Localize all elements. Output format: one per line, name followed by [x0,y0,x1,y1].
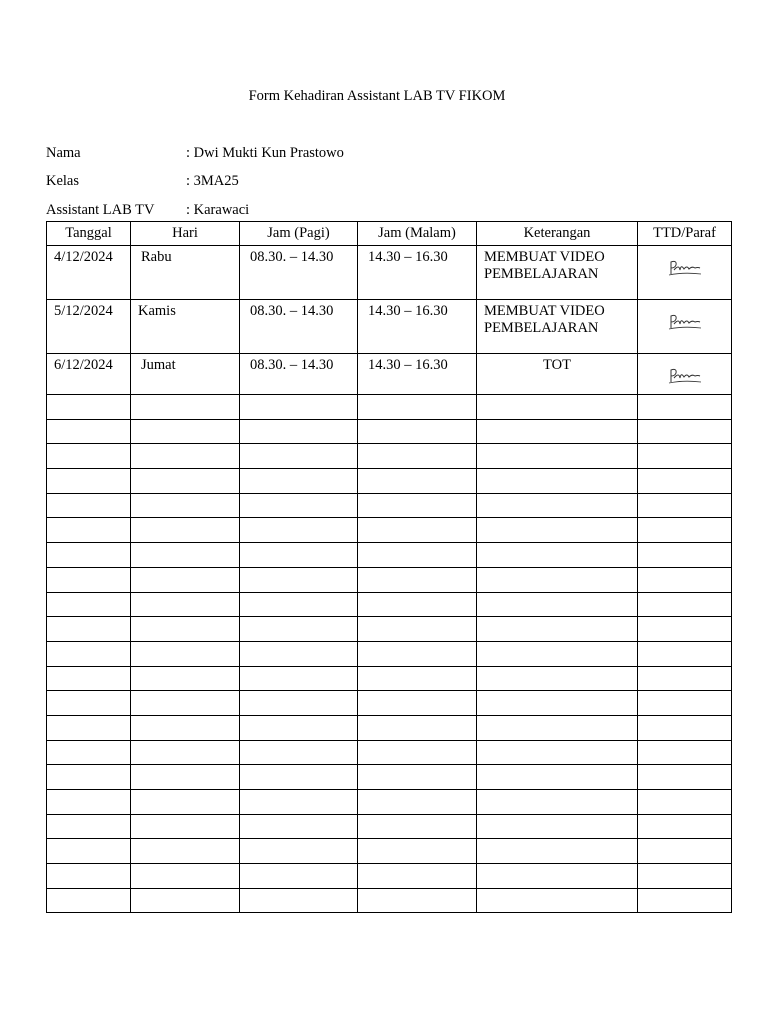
cell-tanggal [47,814,131,839]
cell-hari: Kamis [131,300,240,354]
kelas-label: Kelas [46,173,80,189]
cell-keterangan [477,864,638,889]
cell-jam-pagi [240,814,358,839]
cell-jam-pagi [240,518,358,543]
cell-tanggal [47,864,131,889]
cell-jam-pagi [240,543,358,568]
table-row-empty [47,715,732,740]
cell-hari [131,567,240,592]
assistant-label: Assistant LAB TV [46,202,155,218]
cell-jam-malam [358,641,477,666]
table-row-empty [47,617,732,642]
cell-jam-pagi [240,888,358,913]
cell-tanggal: 6/12/2024 [47,354,131,395]
cell-jam-pagi: 08.30. – 14.30 [240,300,358,354]
cell-ttd [638,666,732,691]
cell-keterangan [477,518,638,543]
table-row-empty [47,691,732,716]
cell-hari [131,469,240,494]
header-tanggal: Tanggal [47,222,131,246]
cell-tanggal [47,469,131,494]
cell-jam-malam [358,691,477,716]
cell-ttd [638,543,732,568]
cell-keterangan [477,790,638,815]
cell-jam-pagi [240,592,358,617]
table-row-empty [47,839,732,864]
cell-ttd [638,567,732,592]
cell-hari [131,814,240,839]
cell-hari [131,617,240,642]
cell-jam-pagi [240,765,358,790]
cell-tanggal [47,888,131,913]
attendance-table [46,221,732,913]
cell-ttd [638,469,732,494]
cell-jam-malam [358,617,477,642]
signature-icon [665,256,705,280]
cell-ttd [638,493,732,518]
cell-ttd [638,354,732,395]
cell-jam-malam: 14.30 – 16.30 [358,354,477,395]
cell-keterangan [477,715,638,740]
cell-tanggal [47,518,131,543]
cell-jam-malam [358,814,477,839]
header-ttd-paraf: TTD/Paraf [638,222,732,246]
cell-jam-pagi: 08.30. – 14.30 [240,354,358,395]
cell-jam-malam [358,518,477,543]
cell-hari [131,395,240,420]
cell-tanggal: 5/12/2024 [47,300,131,354]
signature-icon [665,364,705,388]
cell-ttd [638,740,732,765]
cell-jam-malam [358,839,477,864]
cell-hari [131,888,240,913]
cell-keterangan [477,666,638,691]
cell-jam-pagi [240,790,358,815]
table-row-empty [47,888,732,913]
cell-jam-pagi: 08.30. – 14.30 [240,246,358,300]
cell-ttd [638,715,732,740]
cell-tanggal [47,395,131,420]
cell-keterangan [477,839,638,864]
cell-jam-malam [358,790,477,815]
nama-value: : Dwi Mukti Kun Prastowo [186,145,344,161]
cell-tanggal [47,839,131,864]
cell-keterangan [477,691,638,716]
table-row-empty [47,666,732,691]
cell-hari [131,715,240,740]
table-row-empty [47,790,732,815]
nama-label: Nama [46,145,81,161]
cell-jam-malam [358,419,477,444]
cell-ttd [638,814,732,839]
cell-jam-pagi [240,395,358,420]
cell-jam-malam [358,395,477,420]
cell-jam-pagi [240,493,358,518]
cell-tanggal [47,419,131,444]
cell-hari: Jumat [131,354,240,395]
cell-hari [131,765,240,790]
table-row [47,354,732,395]
form-title: Form Kehadiran Assistant LAB TV FIKOM [248,88,506,104]
cell-keterangan [477,419,638,444]
cell-jam-pagi [240,444,358,469]
cell-hari [131,839,240,864]
cell-ttd [638,888,732,913]
cell-ttd [638,691,732,716]
cell-jam-pagi [240,641,358,666]
table-row-empty [47,543,732,568]
cell-jam-pagi [240,419,358,444]
cell-jam-malam [358,888,477,913]
cell-tanggal [47,740,131,765]
cell-ttd [638,641,732,666]
header-jam-pagi: Jam (Pagi) [240,222,358,246]
cell-tanggal [47,641,131,666]
signature-icon [665,310,705,334]
cell-hari [131,493,240,518]
header-hari: Hari [131,222,240,246]
cell-tanggal: 4/12/2024 [47,246,131,300]
cell-keterangan [477,617,638,642]
cell-jam-pagi [240,715,358,740]
cell-ttd [638,395,732,420]
cell-hari: Rabu [131,246,240,300]
cell-jam-malam [358,444,477,469]
cell-jam-malam [358,864,477,889]
table-row-empty [47,592,732,617]
cell-keterangan: MEMBUAT VIDEO PEMBELAJARAN [477,300,638,354]
cell-ttd [638,592,732,617]
cell-ttd [638,839,732,864]
cell-jam-malam [358,666,477,691]
cell-jam-pagi [240,740,358,765]
cell-jam-pagi [240,617,358,642]
cell-ttd [638,518,732,543]
table-row-empty [47,864,732,889]
cell-hari [131,864,240,889]
cell-ttd [638,419,732,444]
cell-ttd [638,790,732,815]
cell-jam-pagi [240,666,358,691]
cell-jam-malam [358,765,477,790]
cell-jam-malam [358,740,477,765]
header-keterangan: Keterangan [477,222,638,246]
table-row-empty [47,814,732,839]
cell-ttd [638,617,732,642]
cell-ttd [638,246,732,300]
table-row-empty [47,395,732,420]
cell-keterangan [477,740,638,765]
table-row-empty [47,765,732,790]
cell-tanggal [47,592,131,617]
cell-keterangan [477,641,638,666]
cell-tanggal [47,790,131,815]
cell-ttd [638,300,732,354]
cell-tanggal [47,444,131,469]
table-header-row [47,222,732,246]
cell-jam-malam [358,493,477,518]
cell-jam-malam [358,543,477,568]
cell-tanggal [47,765,131,790]
cell-hari [131,543,240,568]
cell-jam-pagi [240,691,358,716]
cell-keterangan: MEMBUAT VIDEO PEMBELAJARAN [477,246,638,300]
cell-tanggal [47,493,131,518]
cell-hari [131,592,240,617]
table-row-empty [47,469,732,494]
table-row-empty [47,419,732,444]
cell-hari [131,419,240,444]
table-row-empty [47,567,732,592]
cell-keterangan [477,592,638,617]
cell-jam-pagi [240,469,358,494]
header-jam-malam: Jam (Malam) [358,222,477,246]
table-row-empty [47,518,732,543]
table-row [47,246,732,300]
kelas-value: : 3MA25 [186,173,239,189]
cell-tanggal [47,543,131,568]
cell-keterangan [477,493,638,518]
assistant-value: : Karawaci [186,202,250,218]
cell-jam-malam [358,469,477,494]
table-row [47,300,732,354]
cell-keterangan [477,567,638,592]
cell-jam-pagi [240,567,358,592]
cell-tanggal [47,715,131,740]
cell-hari [131,790,240,815]
cell-jam-malam: 14.30 – 16.30 [358,300,477,354]
cell-hari [131,666,240,691]
cell-jam-malam [358,715,477,740]
cell-hari [131,740,240,765]
cell-hari [131,518,240,543]
cell-keterangan [477,444,638,469]
cell-tanggal [47,567,131,592]
cell-ttd [638,444,732,469]
cell-keterangan [477,765,638,790]
cell-jam-pagi [240,864,358,889]
cell-jam-malam [358,567,477,592]
cell-hari [131,641,240,666]
cell-keterangan: TOT [477,354,638,395]
cell-ttd [638,765,732,790]
table-row-empty [47,493,732,518]
cell-keterangan [477,543,638,568]
cell-tanggal [47,617,131,642]
cell-keterangan [477,814,638,839]
table-row-empty [47,641,732,666]
table-row-empty [47,740,732,765]
table-row-empty [47,444,732,469]
cell-keterangan [477,888,638,913]
cell-keterangan [477,469,638,494]
cell-tanggal [47,691,131,716]
cell-jam-malam: 14.30 – 16.30 [358,246,477,300]
cell-hari [131,691,240,716]
cell-jam-pagi [240,839,358,864]
cell-ttd [638,864,732,889]
cell-keterangan [477,395,638,420]
cell-jam-malam [358,592,477,617]
cell-tanggal [47,666,131,691]
cell-hari [131,444,240,469]
